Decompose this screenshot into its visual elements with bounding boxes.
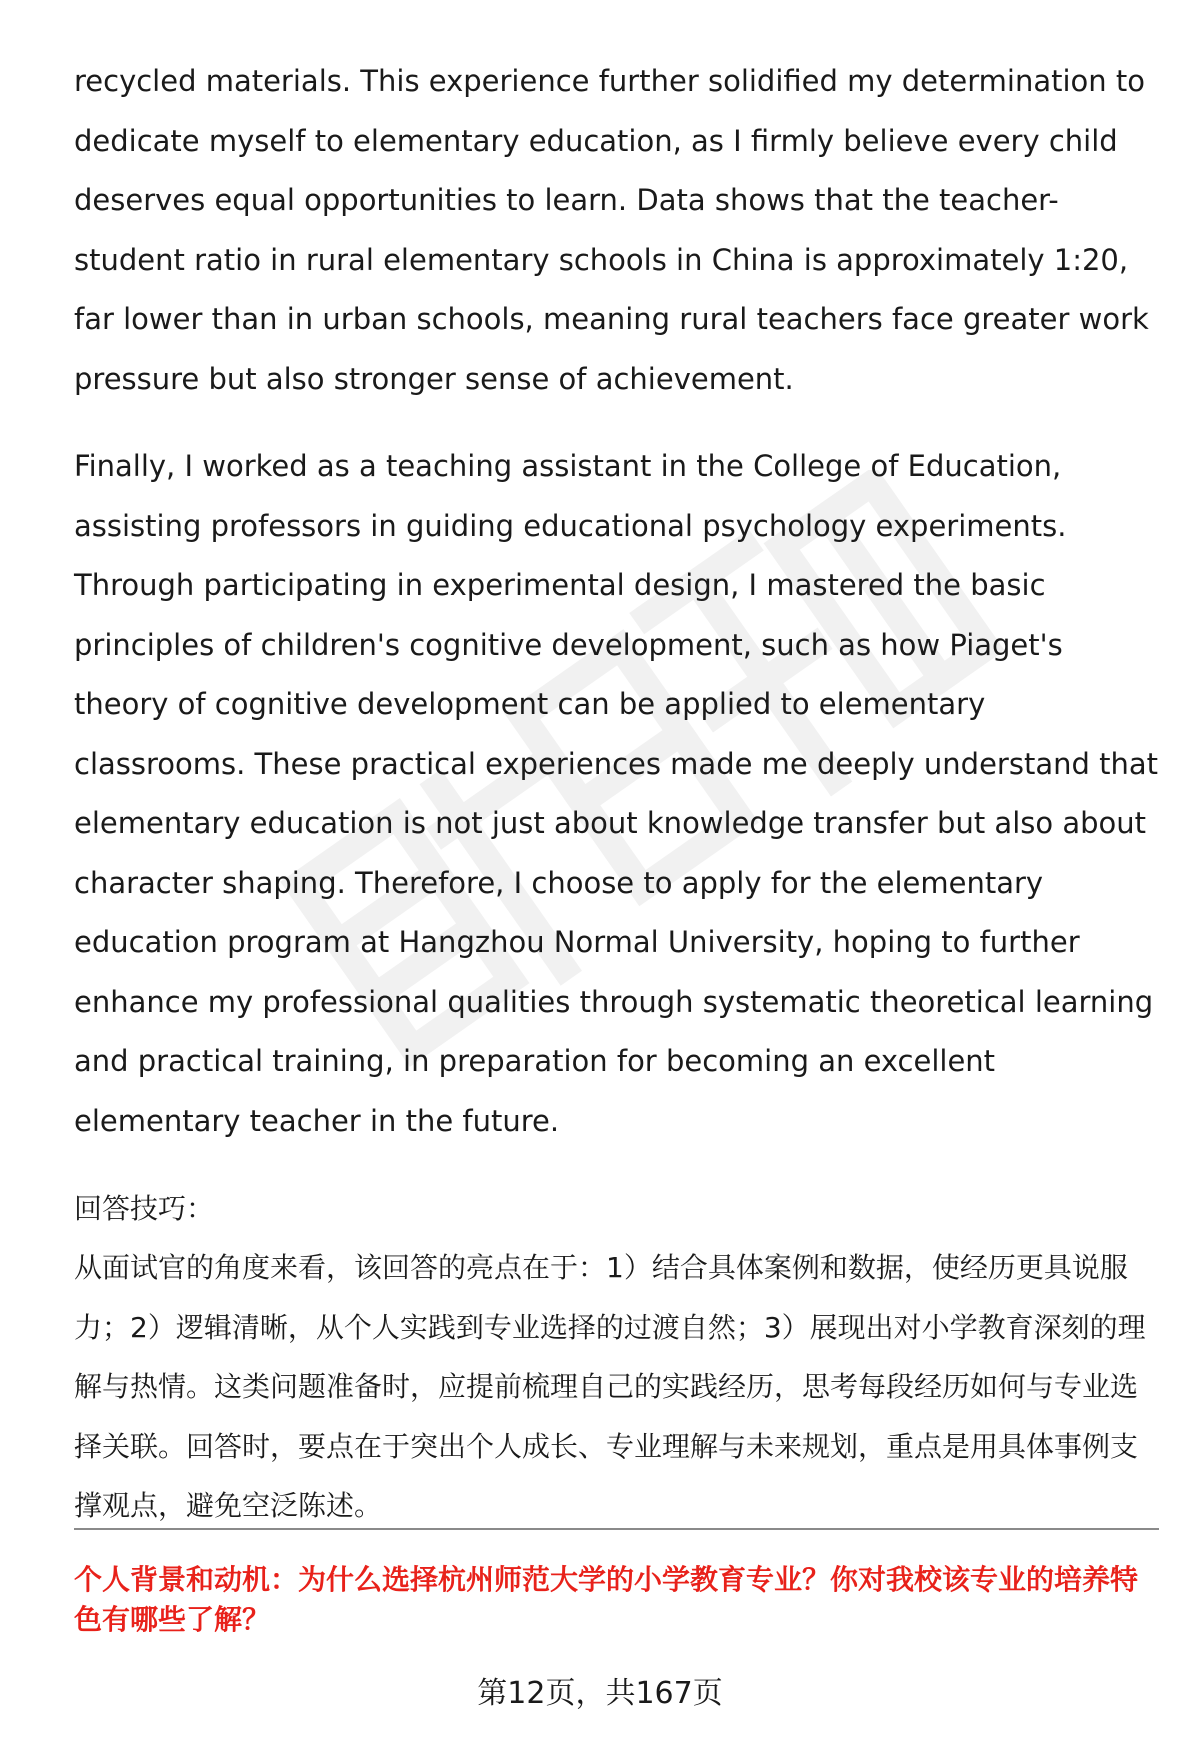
next-question-heading: 个人背景和动机：为什么选择杭州师范大学的小学教育专业？你对我校该专业的培养特色有哪些了解？ bbox=[74, 1563, 1139, 1636]
tips-heading: 回答技巧： bbox=[74, 1192, 215, 1225]
body-paragraph-1: recycled materials. This experience further solidified my determination to dedicate myself to elementary education, as I firmly believe every child deserves equal opportunities to learn. Data shows that the teacher-student ratio in rural elementary schools in China is approximately 1:20, far lower than in urban schools, meaning rural teachers face greater work pressure but also stronger sense of achievement. bbox=[74, 64, 1149, 396]
body-paragraph-2: Finally, I worked as a teaching assistant in the College of Education, assisting professors in guiding educational psychology experiments. Through participating in experimental design, I mastered the basic principles of children's cognitive development, such as how Piaget's theory of cognitive development can be applied to elementary classrooms. These practical experiences made me deeply understand that elementary education is not just about knowledge transfer but also about character shaping. Therefore, I choose to apply for the elementary education program at Hangzhou Normal University, hoping to further enhance my professional qualities through systematic theoretical learning and practical training, in preparation for becoming an excellent elementary teacher in the future. bbox=[74, 449, 1159, 1138]
section-divider bbox=[74, 1528, 1159, 1530]
document-body bbox=[74, 52, 1159, 1536]
tips-body: 从面试官的角度来看，该回答的亮点在于：1）结合具体案例和数据，使经历更具说服力；2）逻辑清晰，从个人实践到专业选择的过渡自然；3）展现出对小学教育深刻的理解与热情。这类问题准备时，应提前梳理自己的实践经历，思考每段经历如何与专业选择关联。回答时，要点在于突出个人成长、专业理解与未来规划，重点是用具体事例支撑观点，避免空泛陈述。 bbox=[74, 1251, 1146, 1522]
page-indicator: 第12页，共167页 bbox=[477, 1676, 723, 1711]
